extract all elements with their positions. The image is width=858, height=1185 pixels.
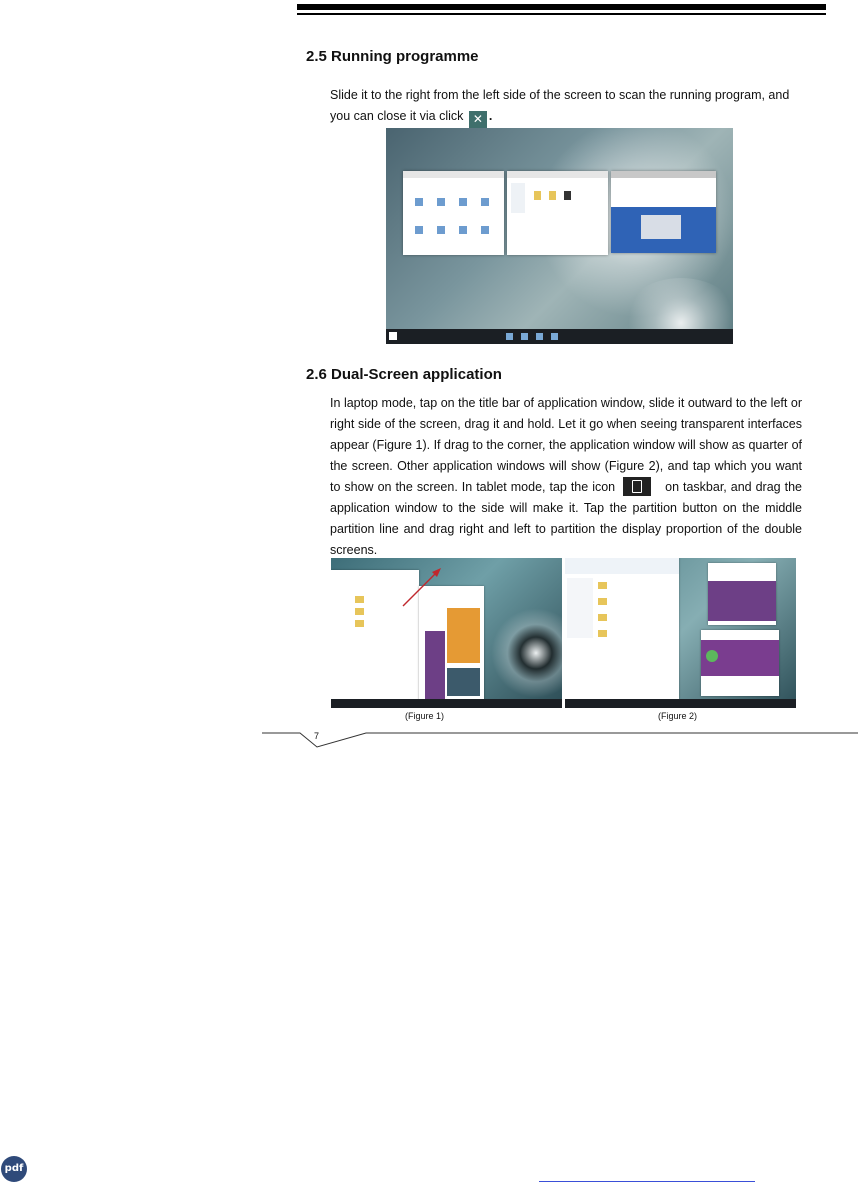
header-rule-thick [297,4,826,10]
taskbar [331,699,562,708]
explorer-sidebar [511,183,525,213]
store-logo-icon [706,650,718,662]
settings-tile [437,226,445,234]
settings-tile [415,198,423,206]
settings-tile [415,226,423,234]
taskbar-app-icon [521,333,528,340]
browser-page-image [641,215,681,239]
window-titlebar [403,171,504,178]
figure-1-screenshot [331,558,562,708]
split-screen-icon [623,477,651,496]
paragraph-text-continued: on taskbar, and drag the application window to the side will make it. Tap the partition button on the middle partition line and drag right and left to partition the display proportion of the double screens. [330,480,802,557]
paragraph-text: In laptop mode, tap on the title bar of application window, slide it outward to the left or right side of the screen, drag it and hold. Let it go when seeing transparent interfaces appear (Figure 1). If drag to the corner, the application window will show as quarter of the screen. Other application windows will show (Figure 2), and tap which you want to show on the screen. In tablet mode, tap the icon [330,396,802,494]
paragraph-end: . [488,109,493,123]
window-titlebar [611,171,716,178]
footer-rule [262,728,858,750]
taskbar-app-icon [506,333,513,340]
task-view-screenshot [386,128,733,344]
folder-icon [534,191,541,200]
taskbar-app-icon [536,333,543,340]
paragraph-text: Slide it to the right from the left side of the screen to scan the running program, and you can close it via click [330,88,790,123]
dual-screen-paragraph [330,393,802,561]
figure-2-screenshot [565,558,796,708]
browser-page-banner [708,581,776,621]
footer-link-underline[interactable] [539,1181,755,1182]
browser-window-thumbnail [611,171,716,253]
settings-tile [437,198,445,206]
folder-icon [549,191,556,200]
window-titlebar [507,171,608,178]
section-heading-dual-screen: 2.6 Dual-Screen application [306,366,502,383]
settings-tile [481,198,489,206]
taskbar [386,329,733,344]
settings-window-thumbnail [403,171,504,255]
explorer-ribbon [565,558,679,574]
drag-arrow-icon [331,558,562,708]
settings-tile [459,198,467,206]
figure-2-caption: (Figure 2) [658,711,698,721]
folder-icon [598,598,607,605]
store-window-thumbnail [701,630,779,696]
file-icon [564,191,571,200]
page-number: 7 [314,731,320,741]
file-explorer-window-thumbnail [507,171,608,255]
taskbar-app-icon [551,333,558,340]
browser-window-thumbnail [708,563,776,625]
header-rule-thin [297,13,826,15]
section-heading-running-programme: 2.5 Running programme [306,48,479,65]
explorer-sidebar [567,578,593,638]
pdf-logo-icon: pdf [1,1156,27,1182]
start-icon [389,332,397,340]
folder-icon [598,630,607,637]
explorer-window-snapped [565,558,679,699]
close-icon: ✕ [469,111,487,128]
folder-icon [598,582,607,589]
header-rule [297,4,826,16]
running-programme-paragraph [330,85,802,128]
settings-tile [459,226,467,234]
taskbar [565,699,796,708]
settings-tile [481,226,489,234]
figure-1-caption: (Figure 1) [405,711,445,721]
folder-icon [598,614,607,621]
